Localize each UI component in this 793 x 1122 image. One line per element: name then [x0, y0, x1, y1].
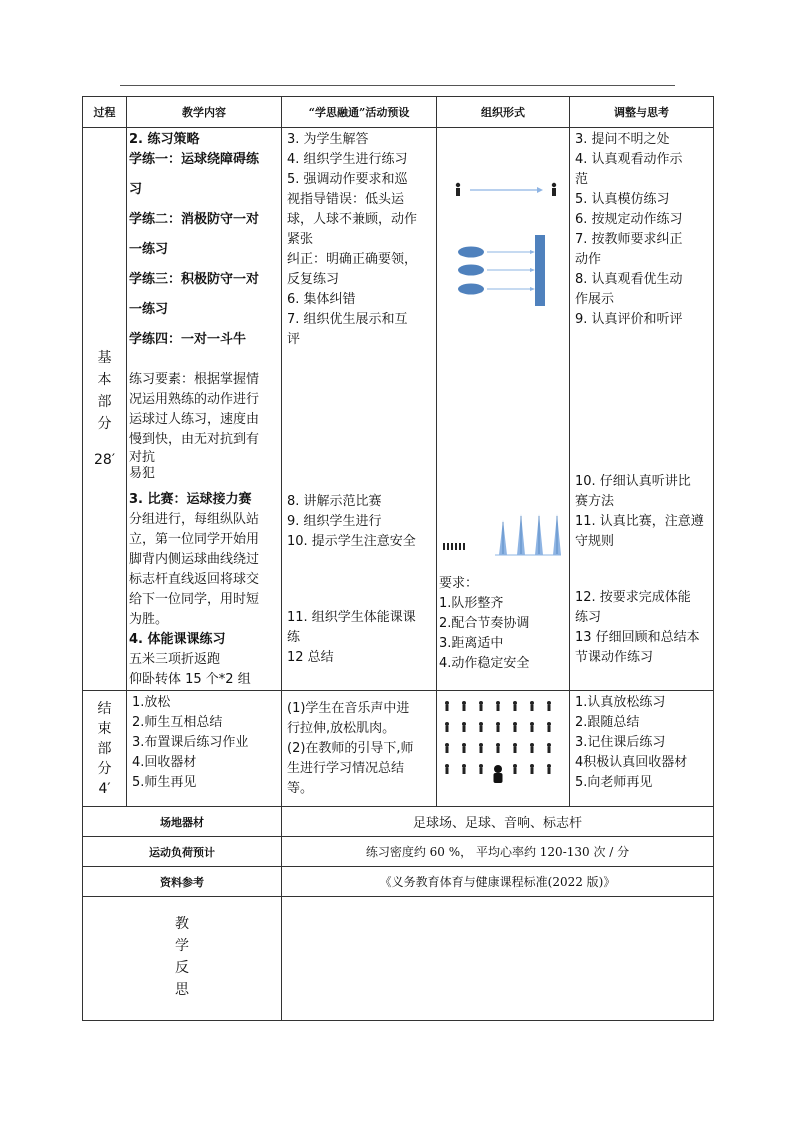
- basic-activity: 3. 为学生解答 4. 组织学生进行练习 5. 强调动作要求和巡 视指导错误：低头运 球，人球不兼顾，动作 紧张 纠正：明确正确要领， 反复练习 6. 集体纠错 7. 组织优生展示和互 评 8. 讲解示范比赛 9. 组织学生进行 10. 提示学生注意安全 11. 组织学生体能课课 练 12 总结: [282, 128, 437, 691]
- basic-part-row: [83, 128, 714, 691]
- header-row: [83, 97, 714, 128]
- goal-bar: [535, 235, 545, 306]
- arrow-head: [530, 250, 535, 254]
- end-part-row: [83, 691, 714, 807]
- basic-reflection: 3. 提问不明之处 4. 认真观看动作示 范 5. 认真模仿练习 6. 按规定动作练习 7. 按教师要求纠正 动作 8. 认真观看优生动 作展示 9. 认真评价和听评 10. 仔细认真听讲比 赛方法 11. 认真比赛，注意遵 守规则 12. 按要求完成体能 练习 13 仔细回顾和总结本 节课动作练习: [570, 128, 714, 691]
- team-oval: [458, 247, 484, 258]
- basic-organization: [437, 128, 570, 691]
- header-activity: “学思融通”活动预设: [282, 97, 437, 128]
- drill-1: 学练一：运球绕障碍练: [129, 152, 260, 167]
- reflection-row: [83, 897, 714, 1021]
- venue-value: 足球场、足球、音响、标志杆: [282, 807, 714, 837]
- load-value: 练习密度约 60 %， 平均心率约 120-130 次 / 分: [282, 837, 714, 867]
- reference-label: 资料参考: [83, 867, 282, 897]
- teaching-reflection-label: 教 学 反 思: [83, 897, 282, 1021]
- lesson-plan-table: [82, 96, 714, 1021]
- relay-diagram: [437, 508, 570, 568]
- end-part-label: 结 束 部 分 4′: [83, 691, 127, 807]
- basic-content: 2. 练习策略 学练一：运球绕障碍练 习 学练二：消极防守一对 一练习 学练三：积极防守一对 一练习 学练四：一对一斗牛 练习要素：根据掌握情 况运用熟练的动作进行 运球过人练习，速度由 慢到快，由无对抗到有 对抗 易犯 3. 比赛：运球接力赛 分组进行，每组纵队站 立，第一位同学开始用 脚背内侧运球曲线绕过 标志杆直线返回将球交 给下一位同学，用时短 为胜。 4. 体能课课练习 五米三项折返跑 仰卧转体 15 个*2 组: [127, 128, 282, 691]
- header-organization: 组织形式: [437, 97, 570, 128]
- basic-part-label: 基 本 部 分 28′: [83, 128, 127, 691]
- drill-3: 学练三：积极防守一对: [129, 272, 260, 287]
- team-oval: [458, 284, 484, 295]
- person-icon: [552, 183, 556, 196]
- fitness-heading: 4. 体能课课练习: [129, 632, 226, 647]
- arrow-head: [530, 268, 535, 272]
- drill-2: 学练二：消极防守一对: [129, 212, 260, 227]
- load-row: [83, 837, 714, 867]
- practice-elements: 练习要素：根据掌握情: [129, 372, 260, 387]
- arrow-head: [537, 187, 543, 193]
- team-oval: [458, 265, 484, 276]
- drill-diagram: [437, 128, 570, 548]
- teaching-reflection-content: [282, 897, 714, 1021]
- venue-row: [83, 807, 714, 837]
- header-process: 过程: [83, 97, 127, 128]
- students-row-3: [445, 743, 551, 753]
- strategy-heading: 2. 练习策略: [129, 132, 200, 147]
- venue-label: 场地器材: [83, 807, 282, 837]
- end-content: 1.放松 2.师生互相总结 3.布置课后练习作业 4.回收器材 5.师生再见: [127, 691, 282, 807]
- teacher-icon: [494, 765, 503, 783]
- match-heading: 3. 比赛：运球接力赛: [129, 492, 252, 507]
- header-reflection: 调整与思考: [570, 97, 714, 128]
- reference-value: 《义务教育体育与健康课程标准(2022 版)》: [282, 867, 714, 897]
- reference-row: [83, 867, 714, 897]
- end-activity: (1)学生在音乐声中进 行拉伸,放松肌肉。 (2)在教师的引导下,师 生进行学习情况总结 等。: [282, 691, 437, 807]
- person-icon: [456, 183, 460, 196]
- end-reflection: 1.认真放松练习 2.跟随总结 3.记住课后练习 4积极认真回收器材 5.向老师再见: [570, 691, 714, 807]
- drill-4: 学练四：一对一斗牛: [129, 332, 247, 347]
- students-row-1: [445, 701, 551, 711]
- end-organization: [437, 691, 570, 807]
- formation-requirements: 要求： 1.队形整齐 2.配合节奏协调 3.距离适中 4.动作稳定安全: [439, 576, 530, 671]
- top-rule: [120, 85, 675, 86]
- formation-diagram: [437, 691, 570, 791]
- arrow-head: [530, 287, 535, 291]
- load-label: 运动负荷预计: [83, 837, 282, 867]
- header-content: 教学内容: [127, 97, 282, 128]
- students-row-2: [445, 722, 551, 732]
